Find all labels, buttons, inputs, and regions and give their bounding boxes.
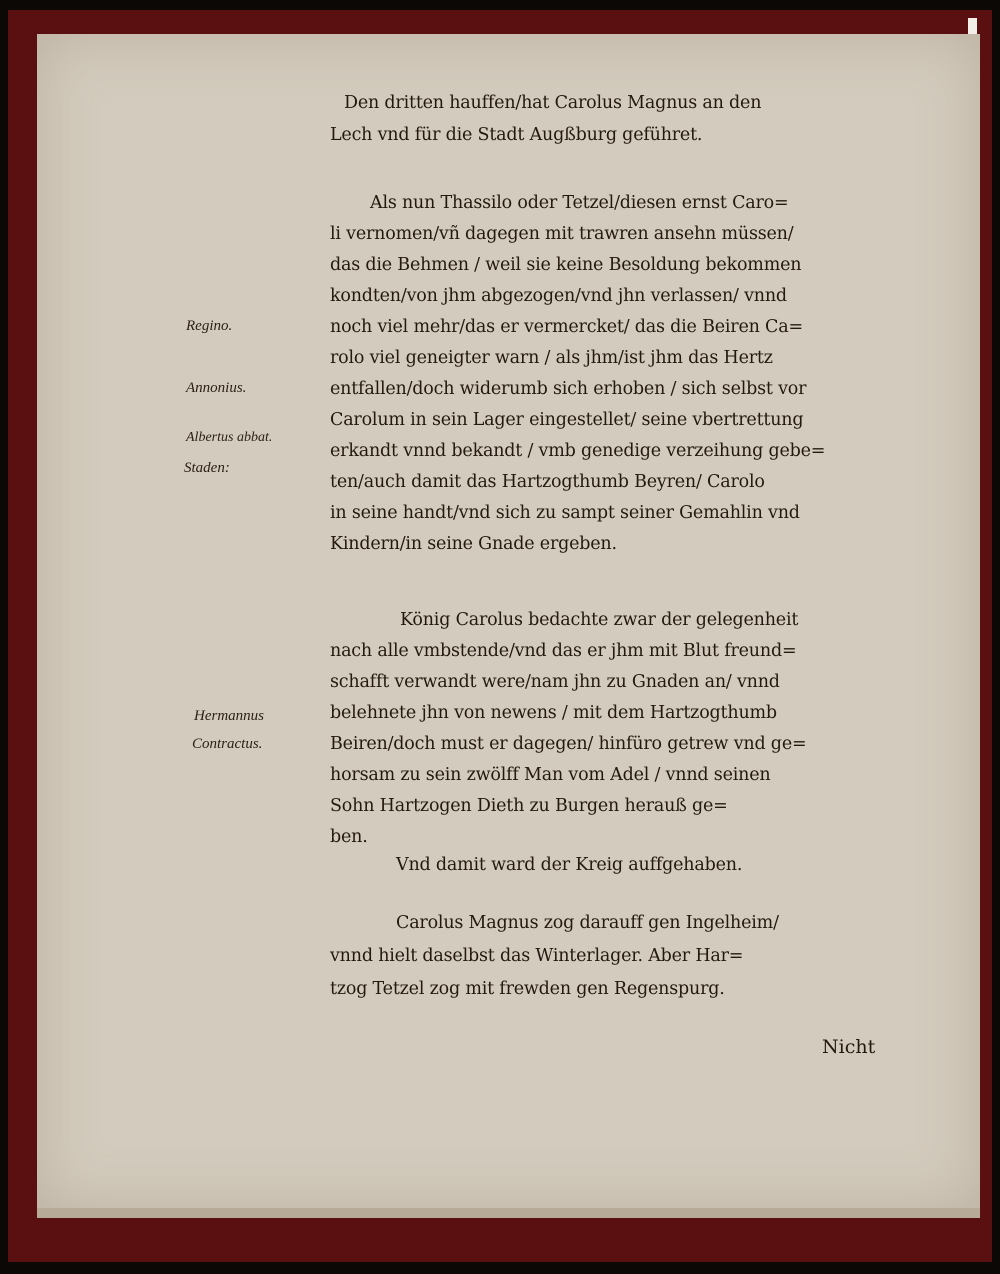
text-line: Carolus Magnus zog darauff gen Ingelheim/ [396, 913, 779, 933]
text-line: Beiren/doch must er dagegen/ hinfüro getrew vnd ge= [330, 734, 807, 754]
margin-note-annonius: Annonius. [186, 380, 247, 396]
text-line: Carolum in sein Lager eingestellet/ seine vbertrettung [330, 410, 804, 430]
catchword: Nicht [822, 1036, 876, 1058]
text-line: nach alle vmbstende/vnd das er jhm mit Blut freund= [330, 641, 797, 661]
text-line: Sohn Hartzogen Dieth zu Burgen herauß ge= [330, 796, 728, 816]
text-line: ben. [330, 827, 368, 847]
margin-note-albertus: Albertus abbat. [186, 430, 273, 445]
text-line: Den dritten hauffen/hat Carolus Magnus an den [344, 93, 762, 113]
text-line: vnnd hielt daselbst das Winterlager. Aber Har= [330, 946, 744, 966]
text-line: Kindern/in seine Gnade ergeben. [330, 534, 617, 554]
text-line: tzog Tetzel zog mit frewden gen Regenspurg. [330, 979, 725, 999]
text-line: noch viel mehr/das er vermercket/ das die Beiren Ca= [330, 317, 803, 337]
text-line: erkandt vnnd bekandt / vmb genedige verzeihung gebe= [330, 441, 826, 461]
page-edge [37, 1208, 980, 1218]
text-line: Vnd damit ward der Kreig auffgehaben. [396, 855, 743, 875]
text-line: belehnete jhn von newens / mit dem Hartzogthumb [330, 703, 777, 723]
text-line: Lech vnd für die Stadt Augßburg geführet. [330, 125, 703, 145]
text-line: das die Behmen / weil sie keine Besoldung bekommen [330, 255, 802, 275]
text-line: ten/auch damit das Hartzogthumb Beyren/ Carolo [330, 472, 765, 492]
text-line: Als nun Thassilo oder Tetzel/diesen ernst Caro= [370, 193, 789, 213]
text-line: König Carolus bedachte zwar der gelegenheit [400, 610, 799, 630]
text-line: li vernomen/vñ dagegen mit trawren ansehn müssen/ [330, 224, 794, 244]
text-line: entfallen/doch widerumb sich erhoben / sich selbst vor [330, 379, 807, 399]
text-line: horsam zu sein zwölff Man vom Adel / vnnd seinen [330, 765, 771, 785]
margin-note-regino: Regino. [186, 318, 233, 334]
text-line: kondten/von jhm abgezogen/vnd jhn verlassen/ vnnd [330, 286, 787, 306]
margin-note-hermannus: Hermannus [194, 708, 264, 724]
text-line: schafft verwandt were/nam jhn zu Gnaden an/ vnnd [330, 672, 780, 692]
margin-note-contractus: Contractus. [192, 736, 263, 752]
text-line: in seine handt/vnd sich zu sampt seiner Gemahlin vnd [330, 503, 800, 523]
margin-note-staden: Staden: [184, 460, 230, 476]
text-line: rolo viel geneigter warn / als jhm/ist jhm das Hertz [330, 348, 773, 368]
